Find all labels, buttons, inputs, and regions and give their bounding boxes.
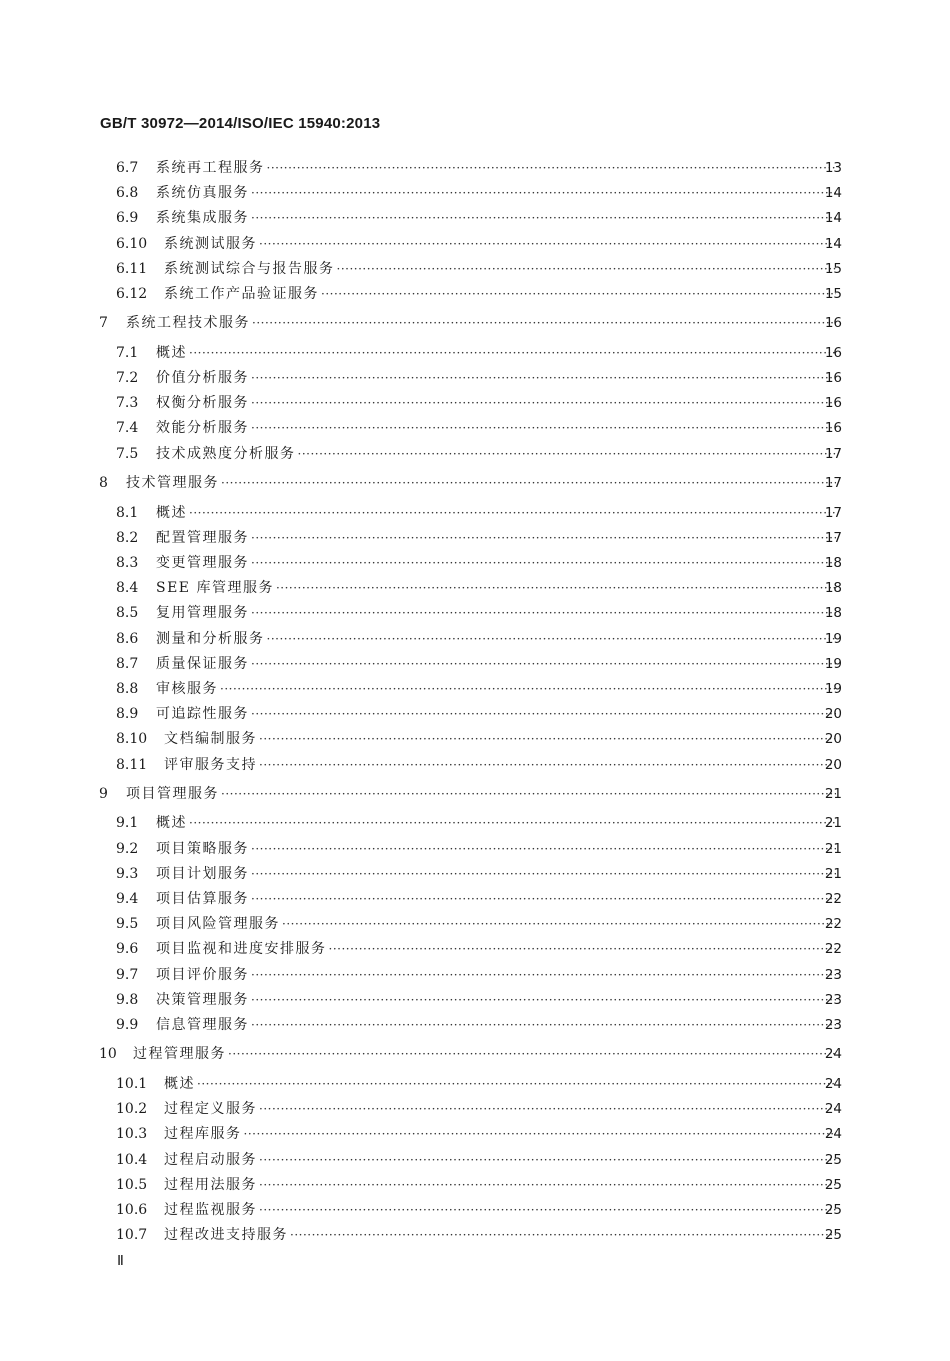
toc-entry-title: 过程库服务 <box>164 1126 242 1143</box>
dot-leader <box>189 341 836 366</box>
toc-entry-page: 25 <box>824 1176 842 1193</box>
toc-entry-page: 23 <box>824 966 842 983</box>
toc-entry-number: 7.1 <box>116 344 139 361</box>
toc-entry-page: 16 <box>824 420 842 437</box>
toc-section-entry[interactable] <box>0 1072 950 1097</box>
toc-entry-title: 可追踪性服务 <box>156 706 249 723</box>
toc-entry-number: 9.8 <box>116 991 139 1008</box>
dot-leader <box>252 311 836 336</box>
toc-entry-number: 6.10 <box>116 235 148 252</box>
dot-leader <box>251 702 836 727</box>
toc-entry-page: 24 <box>824 1046 842 1063</box>
toc-entry-page: 14 <box>824 185 842 202</box>
toc-entry-page: 22 <box>824 891 842 908</box>
toc-entry-number: 8.8 <box>116 680 139 697</box>
toc-section-entry[interactable] <box>0 727 950 752</box>
toc-entry-title: 复用管理服务 <box>156 605 249 622</box>
toc-entry-title: 价值分析服务 <box>156 370 249 387</box>
dot-leader <box>189 811 836 836</box>
dot-leader <box>251 837 836 862</box>
toc-entry-title: 项目策略服务 <box>156 840 249 857</box>
toc-entry-page: 17 <box>824 475 842 492</box>
toc-chapter-entry[interactable] <box>0 1042 950 1067</box>
toc-section-entry[interactable] <box>0 652 950 677</box>
toc-entry-number: 8.5 <box>116 605 139 622</box>
toc-section-entry[interactable] <box>0 282 950 307</box>
toc-entry-title: 系统仿真服务 <box>156 185 249 202</box>
toc-entry-page: 18 <box>824 580 842 597</box>
toc-chapter-entry[interactable] <box>0 782 950 807</box>
dot-leader <box>251 366 836 391</box>
toc-entry-number: 10 <box>99 1046 117 1063</box>
dot-leader <box>221 782 836 807</box>
toc-entry-page: 14 <box>824 210 842 227</box>
toc-entry-number: 7.5 <box>116 445 139 462</box>
dot-leader <box>251 391 836 416</box>
toc-entry-title: 项目计划服务 <box>156 865 249 882</box>
toc-section-entry[interactable] <box>0 1122 950 1147</box>
dot-leader <box>221 471 836 496</box>
dot-leader <box>321 282 836 307</box>
toc-section-entry[interactable] <box>0 1198 950 1223</box>
toc-entry-page: 16 <box>824 315 842 332</box>
toc-section-entry[interactable] <box>0 1148 950 1173</box>
toc-section-entry[interactable] <box>0 501 950 526</box>
toc-entry-page: 17 <box>824 445 842 462</box>
dot-leader <box>259 1097 836 1122</box>
toc-entry-number: 8.6 <box>116 630 139 647</box>
toc-entry-page: 22 <box>824 941 842 958</box>
toc-section-entry[interactable] <box>0 206 950 231</box>
toc-entry-page: 13 <box>824 160 842 176</box>
dot-leader <box>251 652 836 677</box>
toc-section-entry[interactable] <box>0 753 950 778</box>
toc-section-entry[interactable] <box>0 257 950 282</box>
toc-section-entry[interactable] <box>0 677 950 702</box>
toc-entry-title: 过程监视服务 <box>164 1201 257 1218</box>
toc-entry-page: 15 <box>824 260 842 277</box>
toc-entry-title: 系统测试服务 <box>164 235 257 252</box>
toc-entry-title: 权衡分析服务 <box>156 395 249 412</box>
dot-leader <box>251 206 836 231</box>
toc-entry-page: 16 <box>824 370 842 387</box>
toc-entry-page: 24 <box>824 1126 842 1143</box>
toc-entry-page: 21 <box>824 840 842 857</box>
dot-leader <box>244 1122 837 1147</box>
toc-section-entry[interactable] <box>0 1223 950 1248</box>
toc-section-entry[interactable] <box>0 601 950 626</box>
toc-entry-title: 过程启动服务 <box>164 1151 257 1168</box>
toc-entry-page: 21 <box>824 865 842 882</box>
toc-entry-title: 配置管理服务 <box>156 529 249 546</box>
toc-section-entry[interactable] <box>0 862 950 887</box>
dot-leader <box>259 232 836 257</box>
toc-entry-title: 系统再工程服务 <box>156 160 265 176</box>
toc-entry-number: 10.3 <box>116 1126 148 1143</box>
toc-section-entry[interactable] <box>0 576 950 601</box>
toc-entry-number: 8.2 <box>116 529 139 546</box>
toc-entry-number: 10.7 <box>116 1227 148 1244</box>
table-of-contents <box>0 156 950 1248</box>
toc-entry-title: 项目监视和进度安排服务 <box>156 941 327 958</box>
toc-section-entry[interactable] <box>0 416 950 441</box>
toc-section-entry[interactable] <box>0 811 950 836</box>
toc-entry-title: 项目风险管理服务 <box>156 916 280 933</box>
toc-section-entry[interactable] <box>0 937 950 962</box>
toc-entry-number: 9 <box>99 785 108 802</box>
toc-entry-number: 8.10 <box>116 731 148 748</box>
toc-entry-number: 10.5 <box>116 1176 148 1193</box>
dot-leader <box>251 988 836 1013</box>
toc-entry-title: 过程改进支持服务 <box>164 1227 288 1244</box>
toc-entry-number: 6.8 <box>116 185 139 202</box>
toc-entry-title: 概述 <box>156 504 187 521</box>
dot-leader <box>259 1148 836 1173</box>
dot-leader <box>189 501 836 526</box>
toc-entry-title: 测量和分析服务 <box>156 630 265 647</box>
toc-entry-title: 系统工程技术服务 <box>126 315 250 332</box>
toc-entry-page: 24 <box>824 1075 842 1092</box>
toc-section-entry[interactable] <box>0 988 950 1013</box>
toc-entry-title: 变更管理服务 <box>156 555 249 571</box>
dot-leader <box>267 156 837 181</box>
toc-section-entry[interactable] <box>0 341 950 366</box>
toc-entry-title: 概述 <box>156 815 187 832</box>
toc-entry-title: 系统工作产品验证服务 <box>164 285 319 302</box>
document-header: GB/T 30972—2014/ISO/IEC 15940:2013 <box>100 115 381 132</box>
toc-entry-number: 9.6 <box>116 941 139 958</box>
toc-entry-number: 8.9 <box>116 706 139 723</box>
toc-section-entry[interactable] <box>0 627 950 652</box>
toc-section-entry[interactable] <box>0 156 950 181</box>
toc-entry-number: 7.4 <box>116 420 139 437</box>
toc-entry-number: 9.3 <box>116 865 139 882</box>
toc-entry-number: 8.7 <box>116 655 139 672</box>
toc-section-entry[interactable] <box>0 442 950 467</box>
dot-leader <box>276 576 836 601</box>
toc-entry-page: 18 <box>824 555 842 571</box>
dot-leader <box>259 727 836 752</box>
toc-entry-title: 系统测试综合与报告服务 <box>164 260 335 277</box>
toc-entry-number: 6.11 <box>116 260 148 277</box>
toc-section-entry[interactable] <box>0 702 950 727</box>
toc-entry-title: 决策管理服务 <box>156 991 249 1008</box>
dot-leader <box>251 551 836 576</box>
toc-entry-title: 过程用法服务 <box>164 1176 257 1193</box>
dot-leader <box>282 912 836 937</box>
toc-entry-page: 25 <box>824 1151 842 1168</box>
toc-entry-number: 8.4 <box>116 580 139 597</box>
toc-entry-page: 22 <box>824 916 842 933</box>
toc-entry-page: 19 <box>824 630 842 647</box>
toc-entry-title: 项目估算服务 <box>156 891 249 908</box>
dot-leader <box>329 937 837 962</box>
toc-entry-title: 技术管理服务 <box>126 475 219 492</box>
toc-section-entry[interactable] <box>0 837 950 862</box>
toc-entry-page: 15 <box>824 285 842 302</box>
toc-section-entry[interactable] <box>0 1013 950 1038</box>
toc-section-entry[interactable] <box>0 391 950 416</box>
toc-entry-title: 信息管理服务 <box>156 1016 249 1033</box>
dot-leader <box>220 677 836 702</box>
dot-leader <box>228 1042 836 1067</box>
toc-chapter-entry[interactable] <box>0 311 950 336</box>
toc-entry-number: 9.4 <box>116 891 139 908</box>
dot-leader <box>251 862 836 887</box>
toc-section-entry[interactable] <box>0 181 950 206</box>
toc-entry-title: 过程管理服务 <box>133 1046 226 1063</box>
toc-entry-page: 19 <box>824 655 842 672</box>
dot-leader <box>197 1072 836 1097</box>
dot-leader <box>251 601 836 626</box>
toc-entry-page: 23 <box>824 991 842 1008</box>
toc-entry-number: 6.9 <box>116 210 139 227</box>
dot-leader <box>251 526 836 551</box>
toc-entry-page: 19 <box>824 680 842 697</box>
toc-entry-number: 8.1 <box>116 504 139 521</box>
toc-entry-number: 8.11 <box>116 756 148 773</box>
toc-section-entry[interactable] <box>0 1097 950 1122</box>
dot-leader <box>251 416 836 441</box>
dot-leader <box>251 1013 836 1038</box>
toc-entry-number: 10.4 <box>116 1151 148 1168</box>
toc-section-entry[interactable] <box>0 887 950 912</box>
toc-entry-page: 17 <box>824 504 842 521</box>
toc-entry-number: 10.6 <box>116 1201 148 1218</box>
toc-entry-number: 7.3 <box>116 395 139 412</box>
dot-leader <box>337 257 837 282</box>
toc-entry-page: 21 <box>824 815 842 832</box>
toc-section-entry[interactable] <box>0 232 950 257</box>
toc-entry-page: 24 <box>824 1101 842 1118</box>
dot-leader <box>251 887 836 912</box>
toc-entry-title: 系统集成服务 <box>156 210 249 227</box>
toc-entry-page: 20 <box>824 731 842 748</box>
dot-leader <box>251 963 836 988</box>
toc-entry-page: 25 <box>824 1227 842 1244</box>
toc-entry-title: 概述 <box>164 1075 195 1092</box>
toc-section-entry[interactable] <box>0 526 950 551</box>
toc-entry-title: 项目评价服务 <box>156 966 249 983</box>
toc-entry-number: 10.1 <box>116 1075 148 1092</box>
toc-entry-number: 7.2 <box>116 370 139 387</box>
toc-entry-number: 9.2 <box>116 840 139 857</box>
toc-section-entry[interactable] <box>0 912 950 937</box>
toc-entry-number: 8.3 <box>116 555 139 571</box>
toc-entry-title: 评审服务支持 <box>164 756 257 773</box>
toc-entry-page: 21 <box>824 785 842 802</box>
toc-entry-page: 23 <box>824 1016 842 1033</box>
toc-section-entry[interactable] <box>0 366 950 391</box>
dot-leader <box>290 1223 836 1248</box>
toc-entry-number: 9.7 <box>116 966 139 983</box>
toc-entry-number: 9.1 <box>116 815 139 832</box>
toc-entry-page: 20 <box>824 706 842 723</box>
toc-chapter-entry[interactable] <box>0 471 950 496</box>
dot-leader <box>259 1198 836 1223</box>
toc-entry-title: 文档编制服务 <box>164 731 257 748</box>
toc-entry-page: 18 <box>824 605 842 622</box>
toc-entry-number: 9.9 <box>116 1016 139 1033</box>
toc-entry-title: 技术成熟度分析服务 <box>156 445 296 462</box>
toc-entry-number: 10.2 <box>116 1101 148 1118</box>
toc-section-entry[interactable] <box>0 1173 950 1198</box>
toc-entry-title: SEE 库管理服务 <box>156 580 274 597</box>
toc-entry-page: 16 <box>824 395 842 412</box>
dot-leader <box>267 627 837 652</box>
toc-entry-title: 审核服务 <box>156 680 218 697</box>
toc-entry-page: 20 <box>824 756 842 773</box>
toc-section-entry[interactable] <box>0 963 950 988</box>
toc-entry-number: 8 <box>99 475 108 492</box>
toc-entry-page: 14 <box>824 235 842 252</box>
page-number-footer: Ⅱ <box>117 1254 124 1269</box>
toc-entry-number: 7 <box>99 315 108 332</box>
dot-leader <box>259 1173 836 1198</box>
toc-section-entry[interactable] <box>0 551 950 576</box>
toc-entry-title: 项目管理服务 <box>126 785 219 802</box>
toc-entry-page: 16 <box>824 344 842 361</box>
toc-entry-title: 效能分析服务 <box>156 420 249 437</box>
dot-leader <box>259 753 836 778</box>
toc-entry-page: 17 <box>824 529 842 546</box>
toc-entry-number: 6.7 <box>116 160 139 176</box>
toc-entry-page: 25 <box>824 1201 842 1218</box>
toc-entry-title: 概述 <box>156 344 187 361</box>
toc-entry-title: 过程定义服务 <box>164 1101 257 1118</box>
toc-entry-number: 6.12 <box>116 285 148 302</box>
dot-leader <box>251 181 836 206</box>
toc-entry-number: 9.5 <box>116 916 139 933</box>
dot-leader <box>298 442 837 467</box>
toc-entry-title: 质量保证服务 <box>156 655 249 672</box>
